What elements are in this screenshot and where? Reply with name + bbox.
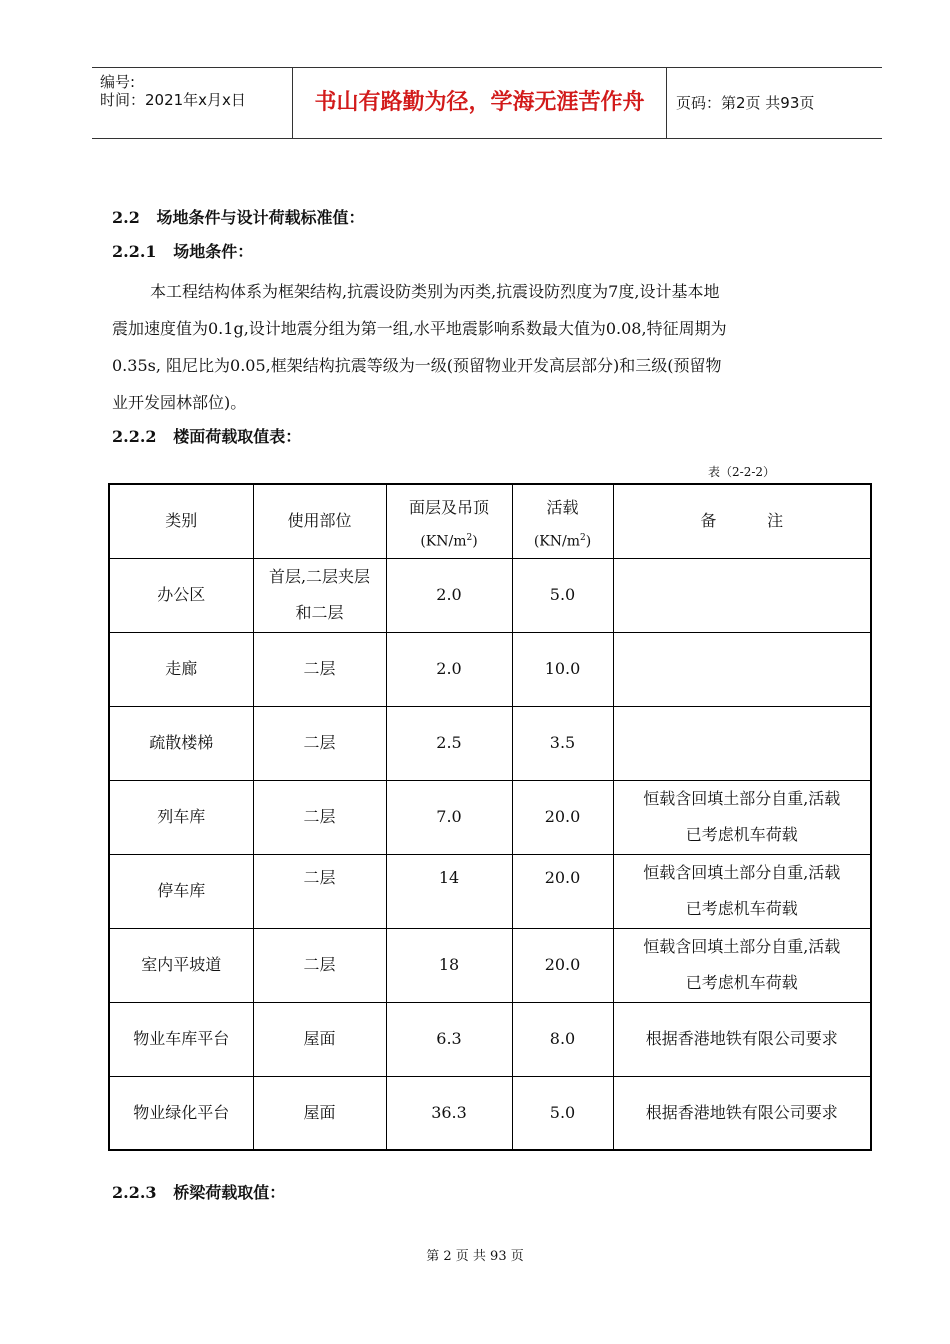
table-row	[109, 854, 871, 928]
cell-category: 疏散楼梯	[109, 706, 253, 780]
paragraph-line: 业开发园林部位)。	[112, 393, 247, 412]
unit-close: )	[472, 533, 478, 550]
section-heading-2-2-1: 2.2.1 场地条件：	[112, 242, 254, 261]
cell-dead: 36.3	[386, 1076, 512, 1150]
cell-live: 5.0	[512, 1076, 613, 1150]
cell-live: 20.0	[512, 854, 613, 928]
time-label: 时间：2021年x月x日	[100, 91, 246, 109]
header-live-load	[512, 484, 613, 558]
cell-dead: 7.0	[386, 780, 512, 854]
cell-dead: 18	[386, 928, 512, 1002]
unit-text: (KN/m	[533, 533, 580, 550]
cell-location: 首层,二层夹层和二层	[253, 558, 386, 632]
cell-location: 二层	[253, 706, 386, 780]
header-dead-label: 面层及吊顶	[408, 498, 489, 517]
cell-live: 20.0	[512, 780, 613, 854]
cell-remark: 根据香港地铁有限公司要求	[613, 1002, 871, 1076]
site-conditions-paragraph	[112, 273, 864, 421]
section-heading-2-2-3: 2.2.3 桥梁荷载取值：	[112, 1183, 286, 1202]
cell-location: 二层	[253, 632, 386, 706]
section-heading-2-2: 2.2 场地条件与设计荷载标准值：	[112, 208, 365, 227]
cell-remark	[613, 706, 871, 780]
cell-location: 二层	[253, 854, 386, 928]
cell-category: 停车库	[109, 854, 253, 928]
paragraph-line: 0.35s, 阻尼比为0.05,框架结构抗震等级为一级(预留物业开发高层部分)和三级(预留物	[112, 356, 722, 375]
page-header	[92, 67, 882, 139]
cell-dead: 14	[386, 854, 512, 928]
table-row	[109, 1076, 871, 1150]
page-footer: 第 2 页 共 93 页	[426, 1249, 524, 1264]
header-live-label: 活载	[546, 498, 579, 517]
header-dead-unit	[387, 523, 512, 557]
header-dead-load	[386, 484, 512, 558]
cell-category: 列车库	[109, 780, 253, 854]
cell-location: 二层	[253, 928, 386, 1002]
cell-live: 5.0	[512, 558, 613, 632]
serial-label: 编号:	[100, 73, 136, 91]
cell-remark: 恒载含回填土部分自重,活载已考虑机车荷载	[613, 854, 871, 928]
unit-superscript: 2	[579, 533, 586, 543]
cell-remark: 根据香港地铁有限公司要求	[613, 1076, 871, 1150]
cell-dead: 2.0	[386, 558, 512, 632]
cell-remark	[613, 632, 871, 706]
cell-category: 物业车库平台	[109, 1002, 253, 1076]
cell-category: 走廊	[109, 632, 253, 706]
table-row	[109, 632, 871, 706]
cell-dead: 2.0	[386, 632, 512, 706]
cell-live: 3.5	[512, 706, 613, 780]
header-motto: 书山有路勤为径，学海无涯苦作舟	[314, 90, 645, 115]
header-live-unit	[513, 523, 613, 557]
cell-location: 二层	[253, 780, 386, 854]
header-location: 使用部位	[253, 484, 386, 558]
cell-live: 10.0	[512, 632, 613, 706]
floor-load-table	[108, 483, 872, 1151]
cell-remark: 恒载含回填土部分自重,活载已考虑机车荷载	[613, 928, 871, 1002]
cell-category: 办公区	[109, 558, 253, 632]
table-row	[109, 706, 871, 780]
header-category: 类别	[109, 484, 253, 558]
header-remark: 备 注	[613, 484, 871, 558]
table-row	[109, 780, 871, 854]
unit-close: )	[585, 533, 592, 550]
unit-text: (KN/m	[420, 533, 467, 550]
cell-dead: 2.5	[386, 706, 512, 780]
paragraph-line: 震加速度值为0.1g,设计地震分组为第一组,水平地震影响系数最大值为0.08,特征周期为	[112, 319, 727, 338]
header-divider	[666, 68, 667, 138]
table-caption: 表（2-2-2）	[708, 465, 776, 479]
cell-location: 屋面	[253, 1002, 386, 1076]
cell-remark: 恒载含回填土部分自重,活载已考虑机车荷载	[613, 780, 871, 854]
section-heading-2-2-2: 2.2.2 楼面荷载取值表：	[112, 427, 302, 446]
table-row	[109, 1002, 871, 1076]
header-meta	[92, 68, 292, 138]
cell-category: 物业绿化平台	[109, 1076, 253, 1150]
table-header-row	[109, 484, 871, 558]
unit-superscript: 2	[466, 533, 473, 543]
cell-location: 屋面	[253, 1076, 386, 1150]
cell-live: 20.0	[512, 928, 613, 1002]
cell-category: 室内平坡道	[109, 928, 253, 1002]
table-row	[109, 558, 871, 632]
table-row	[109, 928, 871, 1002]
cell-dead: 6.3	[386, 1002, 512, 1076]
cell-live: 8.0	[512, 1002, 613, 1076]
header-page-info: 页码：第2页 共93页	[676, 94, 815, 112]
cell-remark	[613, 558, 871, 632]
paragraph-line: 本工程结构体系为框架结构,抗震设防类别为丙类,抗震设防烈度为7度,设计基本地	[150, 282, 720, 301]
